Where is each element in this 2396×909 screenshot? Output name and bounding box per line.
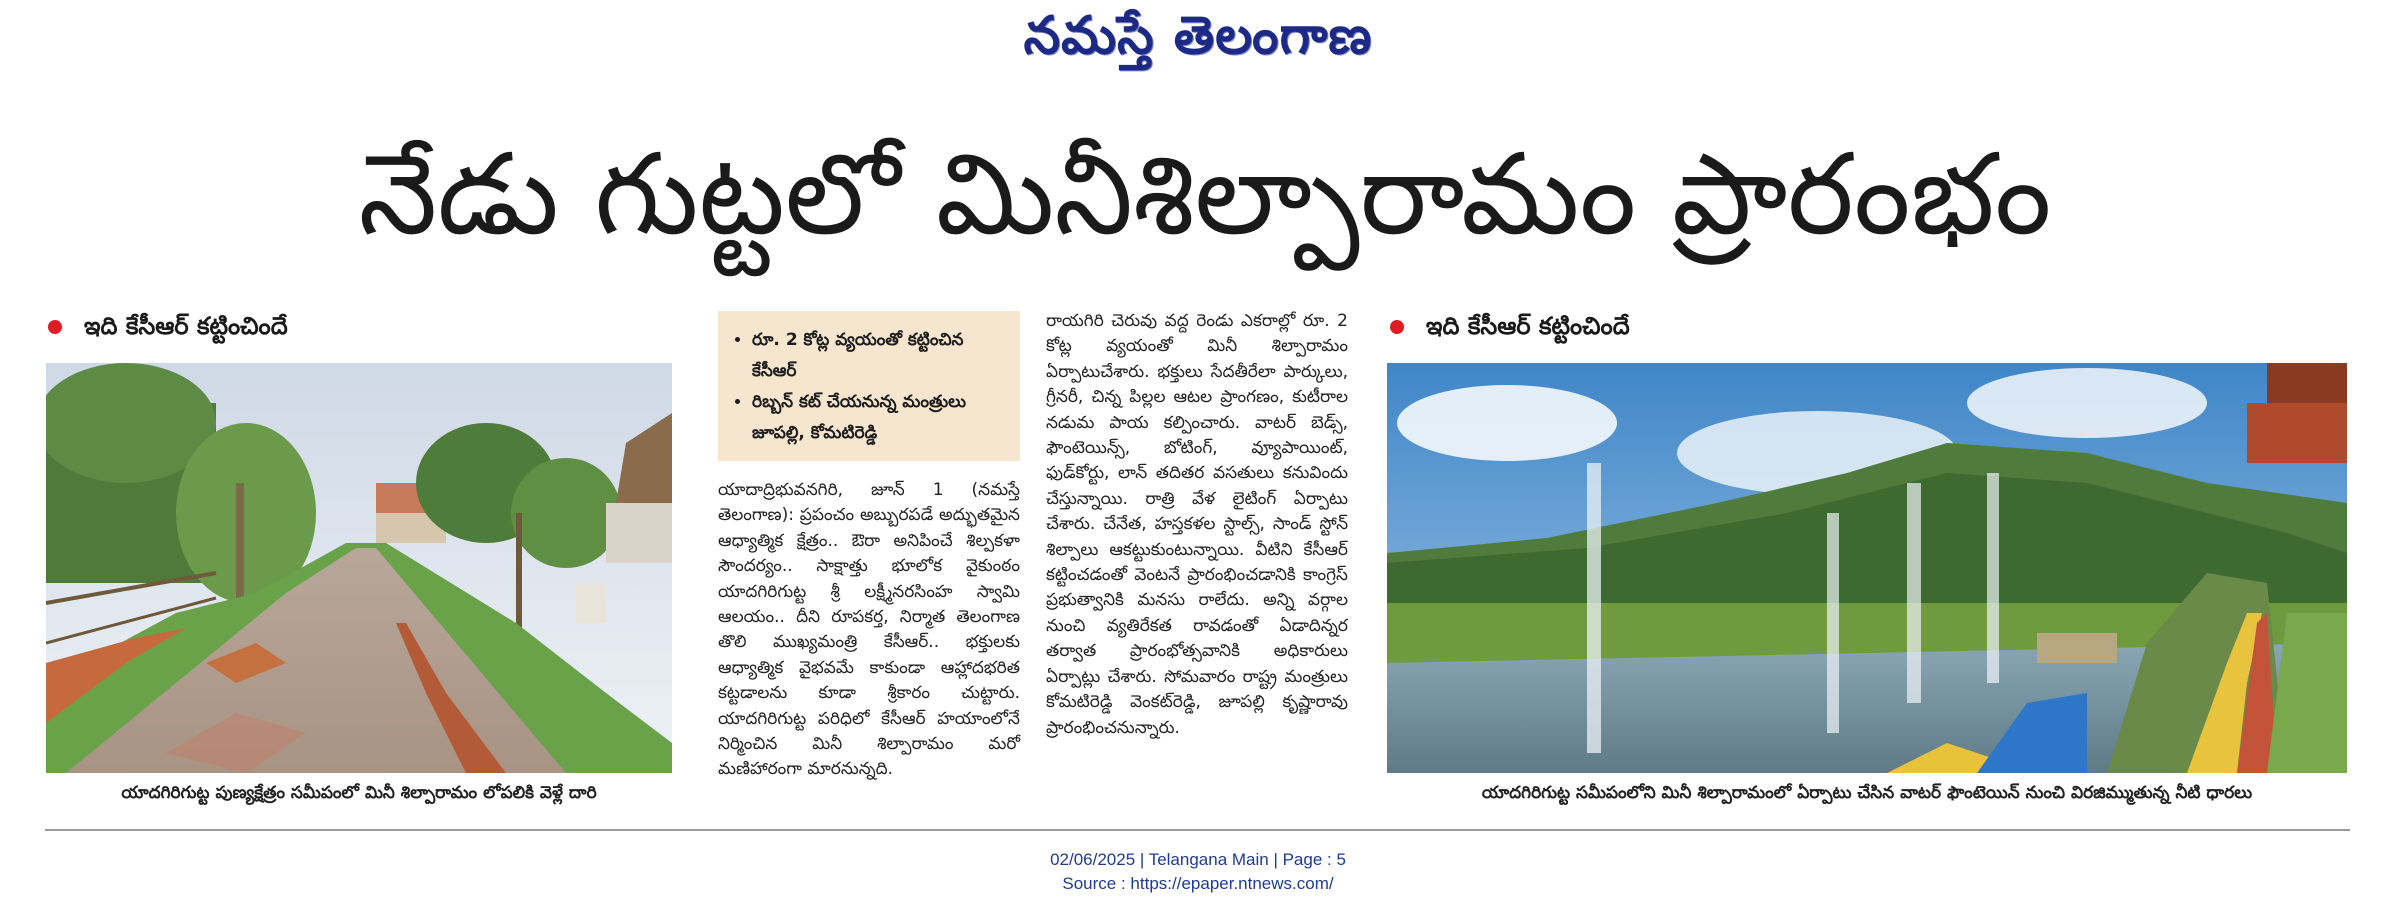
article-column-1: యాదాద్రిభువనగిరి, జూన్ 1 (నమస్తే తెలంగాణ): ప్రపంచం అబ్బురపడే అద్భుతమైన ఆధ్యాత్మిక క్షేత్రం.. ఔరా అనిపించే శిల్పకళా సౌందర్యం.. సాక్షాత్తు భూలోక వైకుంఠం యాదగిరిగుట్ట శ్రీ లక్ష్మీనరసింహ స్వామి ఆలయం.. దీని రూపకర్త, నిర్మాత తెలంగాణ తొలి ముఖ్యమంత్రి కేసీఆర్.. భక్తులకు ఆధ్యాత్మిక వైభవమే కాకుండా ఆహ్లాదభరిత కట్టడాలను కూడా శ్రీకారం చుట్టారు. యాదగిరిగుట్ట పరిధిలో కేసీఆర్ హయాంలోనే నిర్మించిన మినీ శిల్పారామం మరో మణిహారంగా మారనున్నది.	[718, 480, 1020, 780]
right-photo-caption: యాదగిరిగుట్ట సమీపంలోని మినీ శిల్పారామంలో ఏర్పాటు చేసిన వాటర్ ఫౌంటెయిన్ నుంచి విరజిమ్ముతున్న నీటి ధారలు	[1481, 783, 2253, 803]
left-story-kicker	[48, 312, 288, 346]
left-kicker-text: ఇది కేసీఆర్ కట్టించిందే	[84, 312, 288, 340]
footer-divider	[45, 829, 2350, 831]
newspaper-masthead: నమస్తే తెలంగాణ	[1023, 6, 1373, 66]
highlights-list	[736, 325, 1008, 449]
right-kicker-text: ఇది కేసీఆర్ కట్టించిందే	[1426, 312, 1630, 340]
right-story-kicker	[1390, 312, 1630, 346]
highlight-item: • రూ. 2 కోట్ల వ్యయంతో కట్టించిన కేసీఆర్	[752, 325, 1008, 387]
highlights-box	[718, 311, 1020, 461]
walkway-garden-image	[46, 363, 672, 773]
footer-source: Source : https://epaper.ntnews.com/	[1062, 874, 1334, 893]
article-column-2: రాయగిరి చెరువు వద్ద రెండు ఎకరాల్లో రూ. 2 కోట్ల వ్యయంతో మినీ శిల్పారామం ఏర్పాటుచేశారు. భక్తులు సేదతీరేలా పార్కులు, గ్రీనరీ, చిన్న పిల్లల ఆటల ప్రాంగణం, కుటీరాల నడుమ పాయ కల్పించారు. వాటర్ బెడ్స్, ఫౌంటెయిన్స్, బోటింగ్, వ్యూపాయింట్, ఫుడ్‌కోర్టు, లాన్ తదితర వసతులు కనువిందు చేస్తున్నాయి. రాత్రి వేళ లైటింగ్ ఏర్పాటు చేశారు. చేనేత, హస్తకళల స్టాల్స్, సాండ్ స్టోన్ శిల్పాలు ఆకట్టుకుంటున్నాయి. వీటిని కేసీఆర్ కట్టించడంతో వెంటనే ప్రారంభించడానికి కాంగ్రెస్ ప్రభుత్వానికి మనసు రాలేదు. అన్ని వర్గాల నుంచి వ్యతిరేకత రావడంతో ఏడాదిన్నర తర్వాత ప్రారంభోత్సవానికి అధికారులు ఏర్పాట్లు చేశారు. సోమవారం రాష్ట్ర మంత్రులు కోమటిరెడ్డి వెంకట్‌రెడ్డి, జూపల్లి కృష్ణారావు ప్రారంభించనున్నారు.	[1046, 311, 1348, 738]
bullet-dot-icon	[48, 320, 62, 334]
left-photo-pathway	[46, 363, 672, 773]
left-photo-caption: యాదగిరిగుట్ట పుణ్యక్షేత్రం సమీపంలో మినీ శిల్పారామం లోపలికి వెళ్లే దారి	[121, 783, 597, 803]
right-photo-fountain	[1387, 363, 2347, 773]
bullet-dot-icon	[1390, 320, 1404, 334]
page-headline: నేడు గుట్టలో మినీశిల్పారామం ప్రారంభం	[358, 130, 2052, 260]
highlight-item: • రిబ్బన్ కట్ చేయనున్న మంత్రులు జూపల్లి, కోమటిరెడ్డి	[752, 387, 1008, 449]
fountain-lake-image	[1387, 363, 2347, 773]
footer-date-edition: 02/06/2025 | Telangana Main | Page : 5	[1050, 850, 1346, 869]
